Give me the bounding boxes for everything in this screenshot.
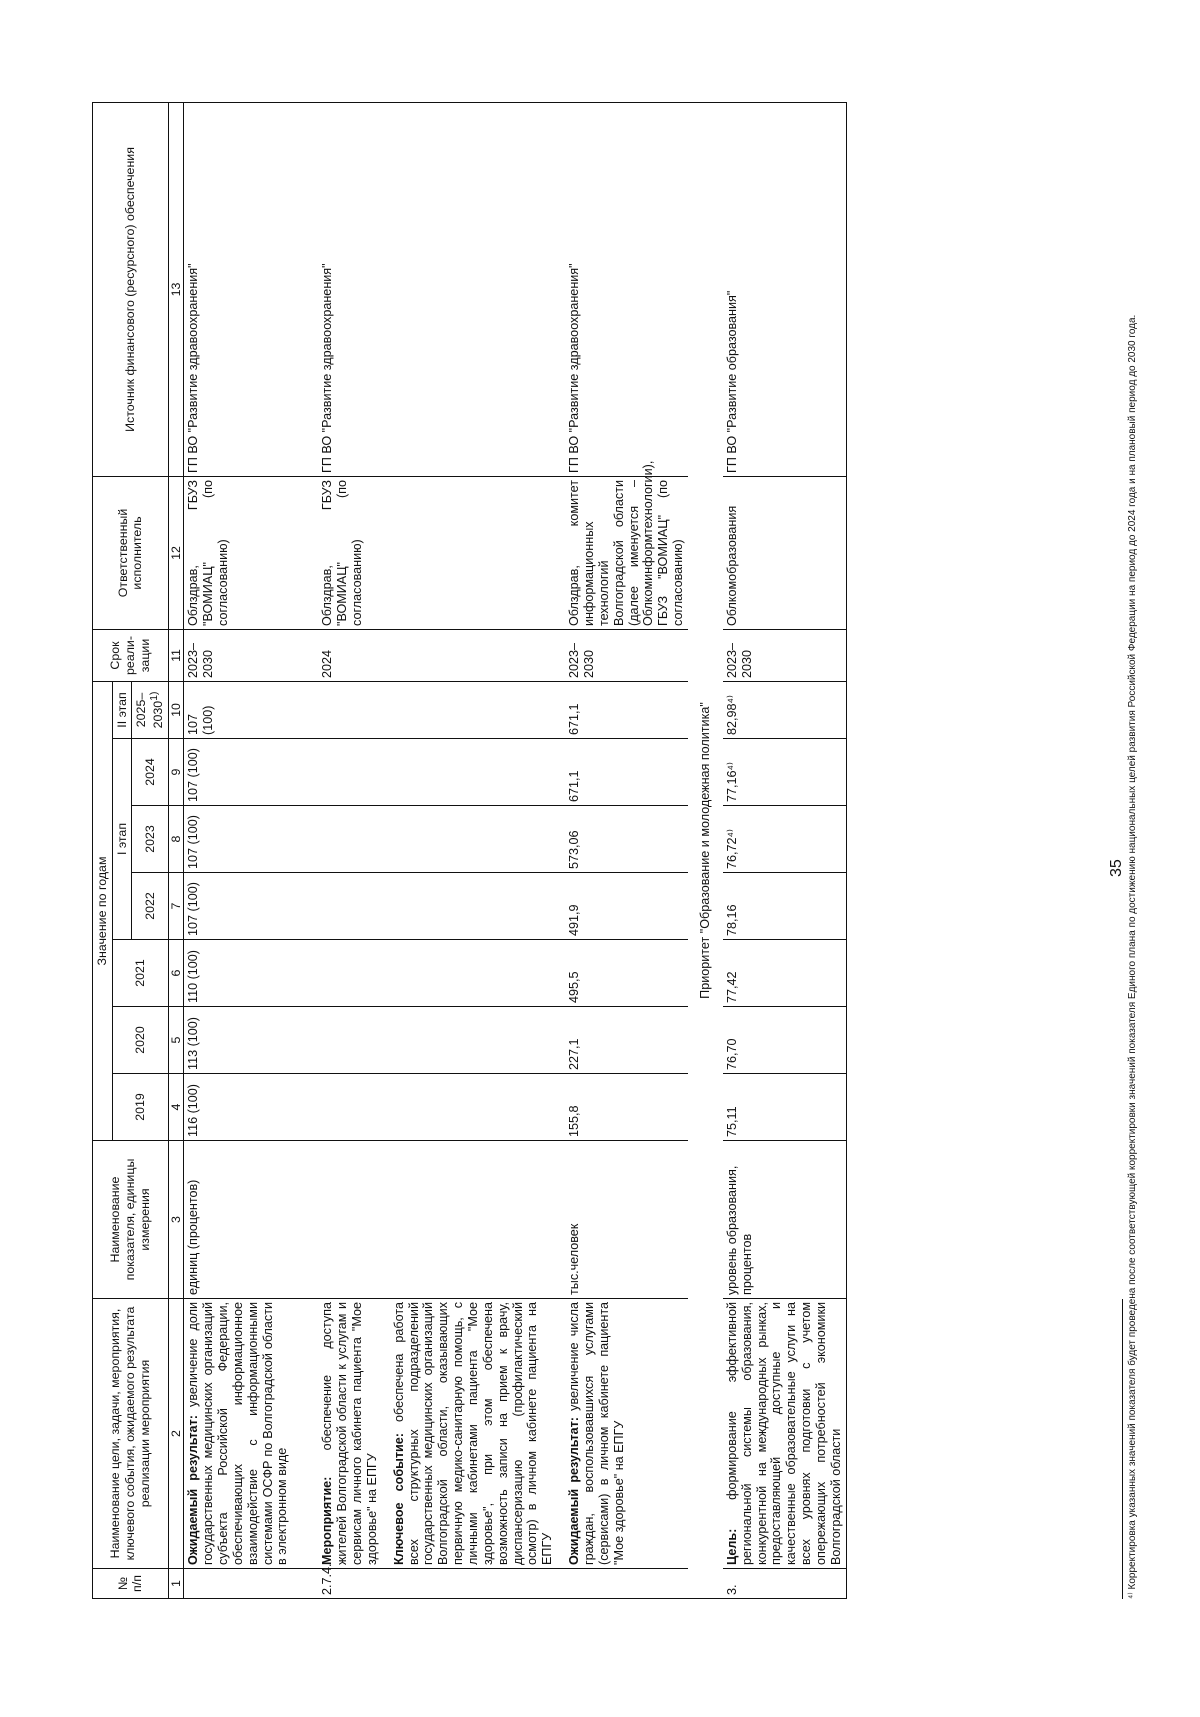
row-source: ГП ВО "Развитие здравоохранения" (184, 102, 293, 476)
row-indicator: единиц (процентов) (184, 1141, 293, 1299)
page-number: 35 (1108, 859, 1125, 877)
row-term: 2023–2030 (184, 629, 293, 681)
row-number (184, 1569, 293, 1599)
value-2025-2030: 671,1 (557, 681, 688, 738)
row-executor: Облздрав, комитет информационных технологий Волгоградской области (далее именуется – Облкоминформтехнологии), ГБУЗ "ВОМИАЦ" (по согласованию) (557, 476, 688, 629)
row-lead: Ожидаемый результат: (186, 1415, 201, 1565)
row-term: 2023–2030 (723, 629, 846, 681)
column-index: 4 (168, 1074, 184, 1141)
header-source: Источник финансового (ресурсного) обеспечения (93, 102, 169, 476)
value-2024: 107 (100) (184, 739, 293, 806)
value-2020: 113 (100) (184, 1007, 293, 1074)
row-term: 2024 (292, 629, 381, 681)
footnote-divider (1122, 1299, 1123, 1599)
row-lead: Цель: (724, 1528, 739, 1565)
column-index: 13 (168, 102, 184, 476)
value-2021: 110 (100) (184, 940, 293, 1007)
row-description (184, 1299, 293, 1569)
row-description (382, 1299, 557, 1569)
value-2025-2030: 82,98⁴⁾ (723, 681, 846, 738)
footnote: ⁴⁾ Корректировка указанных значений показателя будет проведена после соответствующей корректировки значений показателя Единого плана по достижению национальных целей развития Российской Федерации на период до 2024 года и на плановый период до 2030 года. (1127, 314, 1138, 1599)
column-index: 11 (168, 629, 184, 681)
value-2024: 77,16⁴⁾ (723, 739, 846, 806)
header-values-by-year: Значение по годам (93, 681, 113, 1140)
priority-heading: Приоритет "Образование и молодежная политика" (688, 102, 723, 1598)
row-executor: Облкомобразования (723, 476, 846, 629)
header-2019: 2019 (112, 1074, 168, 1141)
table-row (723, 102, 846, 1598)
plan-table (92, 102, 847, 1599)
table-row (382, 102, 557, 1598)
header-2023: 2023 (132, 806, 168, 873)
row-source: ГП ВО "Развитие образования" (723, 102, 846, 476)
value-2023: 76,72⁴⁾ (723, 806, 846, 873)
header-number: № п/п (93, 1569, 169, 1599)
header-2022: 2022 (132, 873, 168, 940)
column-index: 7 (168, 873, 184, 940)
table-row (184, 102, 293, 1598)
row-indicator: тыс.человек (557, 1141, 688, 1299)
column-index: 9 (168, 739, 184, 806)
table-row (688, 102, 723, 1598)
header-name: Наименование цели, задачи, мероприятия, ключевого события, ожидаемого результата реализации мероприятия (93, 1299, 169, 1569)
row-description (557, 1299, 688, 1569)
header-stage-1: I этап (112, 739, 132, 940)
row-description (723, 1299, 846, 1569)
row-executor: Облздрав, ГБУЗ "ВОМИАЦ" (по согласованию) (184, 476, 293, 629)
value-2023: 573,06 (557, 806, 688, 873)
row-text: обеспечена работа всех структурных подразделений государственных медицинских организаций Волгоградской области, оказывающих первичную медико-санитарную помощь, с личными кабинетами пациента "Мое здоровье", при этом обеспечена возможность записи на прием к врачу, диспансеризацию (профилактический осмотр) в личном кабинете пациента на ЕПГУ (391, 1301, 555, 1565)
row-source: ГП ВО "Развитие здравоохранения" (292, 102, 381, 476)
row-number: 2.7.4. (292, 1569, 381, 1599)
value-2020: 227,1 (557, 1007, 688, 1074)
row-lead: Мероприятие: (320, 1476, 335, 1565)
column-index: 12 (168, 476, 184, 629)
row-number: 3. (723, 1569, 846, 1599)
row-text: увеличение доли государственных медицинских организаций субъекта Российской Федерации, обеспечивающих информационное взаимодействие с информационными системами ОСФР по Волгоградской области в электронном виде (186, 1301, 290, 1565)
column-index: 5 (168, 1007, 184, 1074)
column-index: 1 (168, 1569, 184, 1599)
column-index: 3 (168, 1141, 184, 1299)
header-2021: 2021 (112, 940, 168, 1007)
value-2022: 78,16 (723, 873, 846, 940)
row-term: 2023–2030 (557, 629, 688, 681)
value-2019: 116 (100) (184, 1074, 293, 1141)
value-2021: 77,42 (723, 940, 846, 1007)
value-2020: 76,70 (723, 1007, 846, 1074)
column-index: 10 (168, 681, 184, 738)
row-text: формирование эффективной региональной системы образования, конкурентной на международных рынках, предоставляющей доступные и качественные образовательные услуги на всех уровнях подготовки с учетом опережающих потребностей экономики Волгоградской области (724, 1302, 843, 1565)
column-index: 8 (168, 806, 184, 873)
value-2021: 495,5 (557, 940, 688, 1007)
row-lead: Ожидаемый результат: (567, 1417, 582, 1565)
row-text: обеспечение доступа жителей Волгоградской области к услугам и сервисам личного кабинета пациента "Мое здоровье" на ЕПГУ (320, 1302, 379, 1565)
header-stage-2: II этап (112, 681, 132, 738)
value-2022: 107 (100) (184, 873, 293, 940)
header-2025-2030: 2025–2030$^{1)}$ (132, 681, 168, 738)
value-2024: 671,1 (557, 739, 688, 806)
row-description (292, 1299, 381, 1569)
header-term: Срок реали-зации (93, 629, 169, 681)
value-2022: 491,9 (557, 873, 688, 940)
row-lead: Ключевое событие: (391, 1433, 406, 1565)
header-2020: 2020 (112, 1007, 168, 1074)
value-2025-2030: 107 (100) (184, 681, 293, 738)
table-row (557, 102, 688, 1598)
header-executor: Ответственный исполнитель (93, 476, 169, 629)
header-2024: 2024 (132, 739, 168, 806)
table-row (292, 102, 381, 1598)
row-executor: Облздрав, ГБУЗ "ВОМИАЦ" (по согласованию) (292, 476, 381, 629)
column-index: 2 (168, 1299, 184, 1569)
header-indicator: Наименование показателя, единицы измерения (93, 1141, 169, 1299)
row-indicator: уровень образования, процентов (723, 1141, 846, 1299)
row-source: ГП ВО "Развитие здравоохранения" (557, 102, 688, 476)
row-text: увеличение числа граждан, воспользовавшихся услугами (сервисами) в личном кабинете пациента "Мое здоровье" на ЕПГУ (567, 1302, 626, 1565)
value-2019: 75,11 (723, 1074, 846, 1141)
column-index: 6 (168, 940, 184, 1007)
value-2023: 107 (100) (184, 806, 293, 873)
value-2019: 155,8 (557, 1074, 688, 1141)
